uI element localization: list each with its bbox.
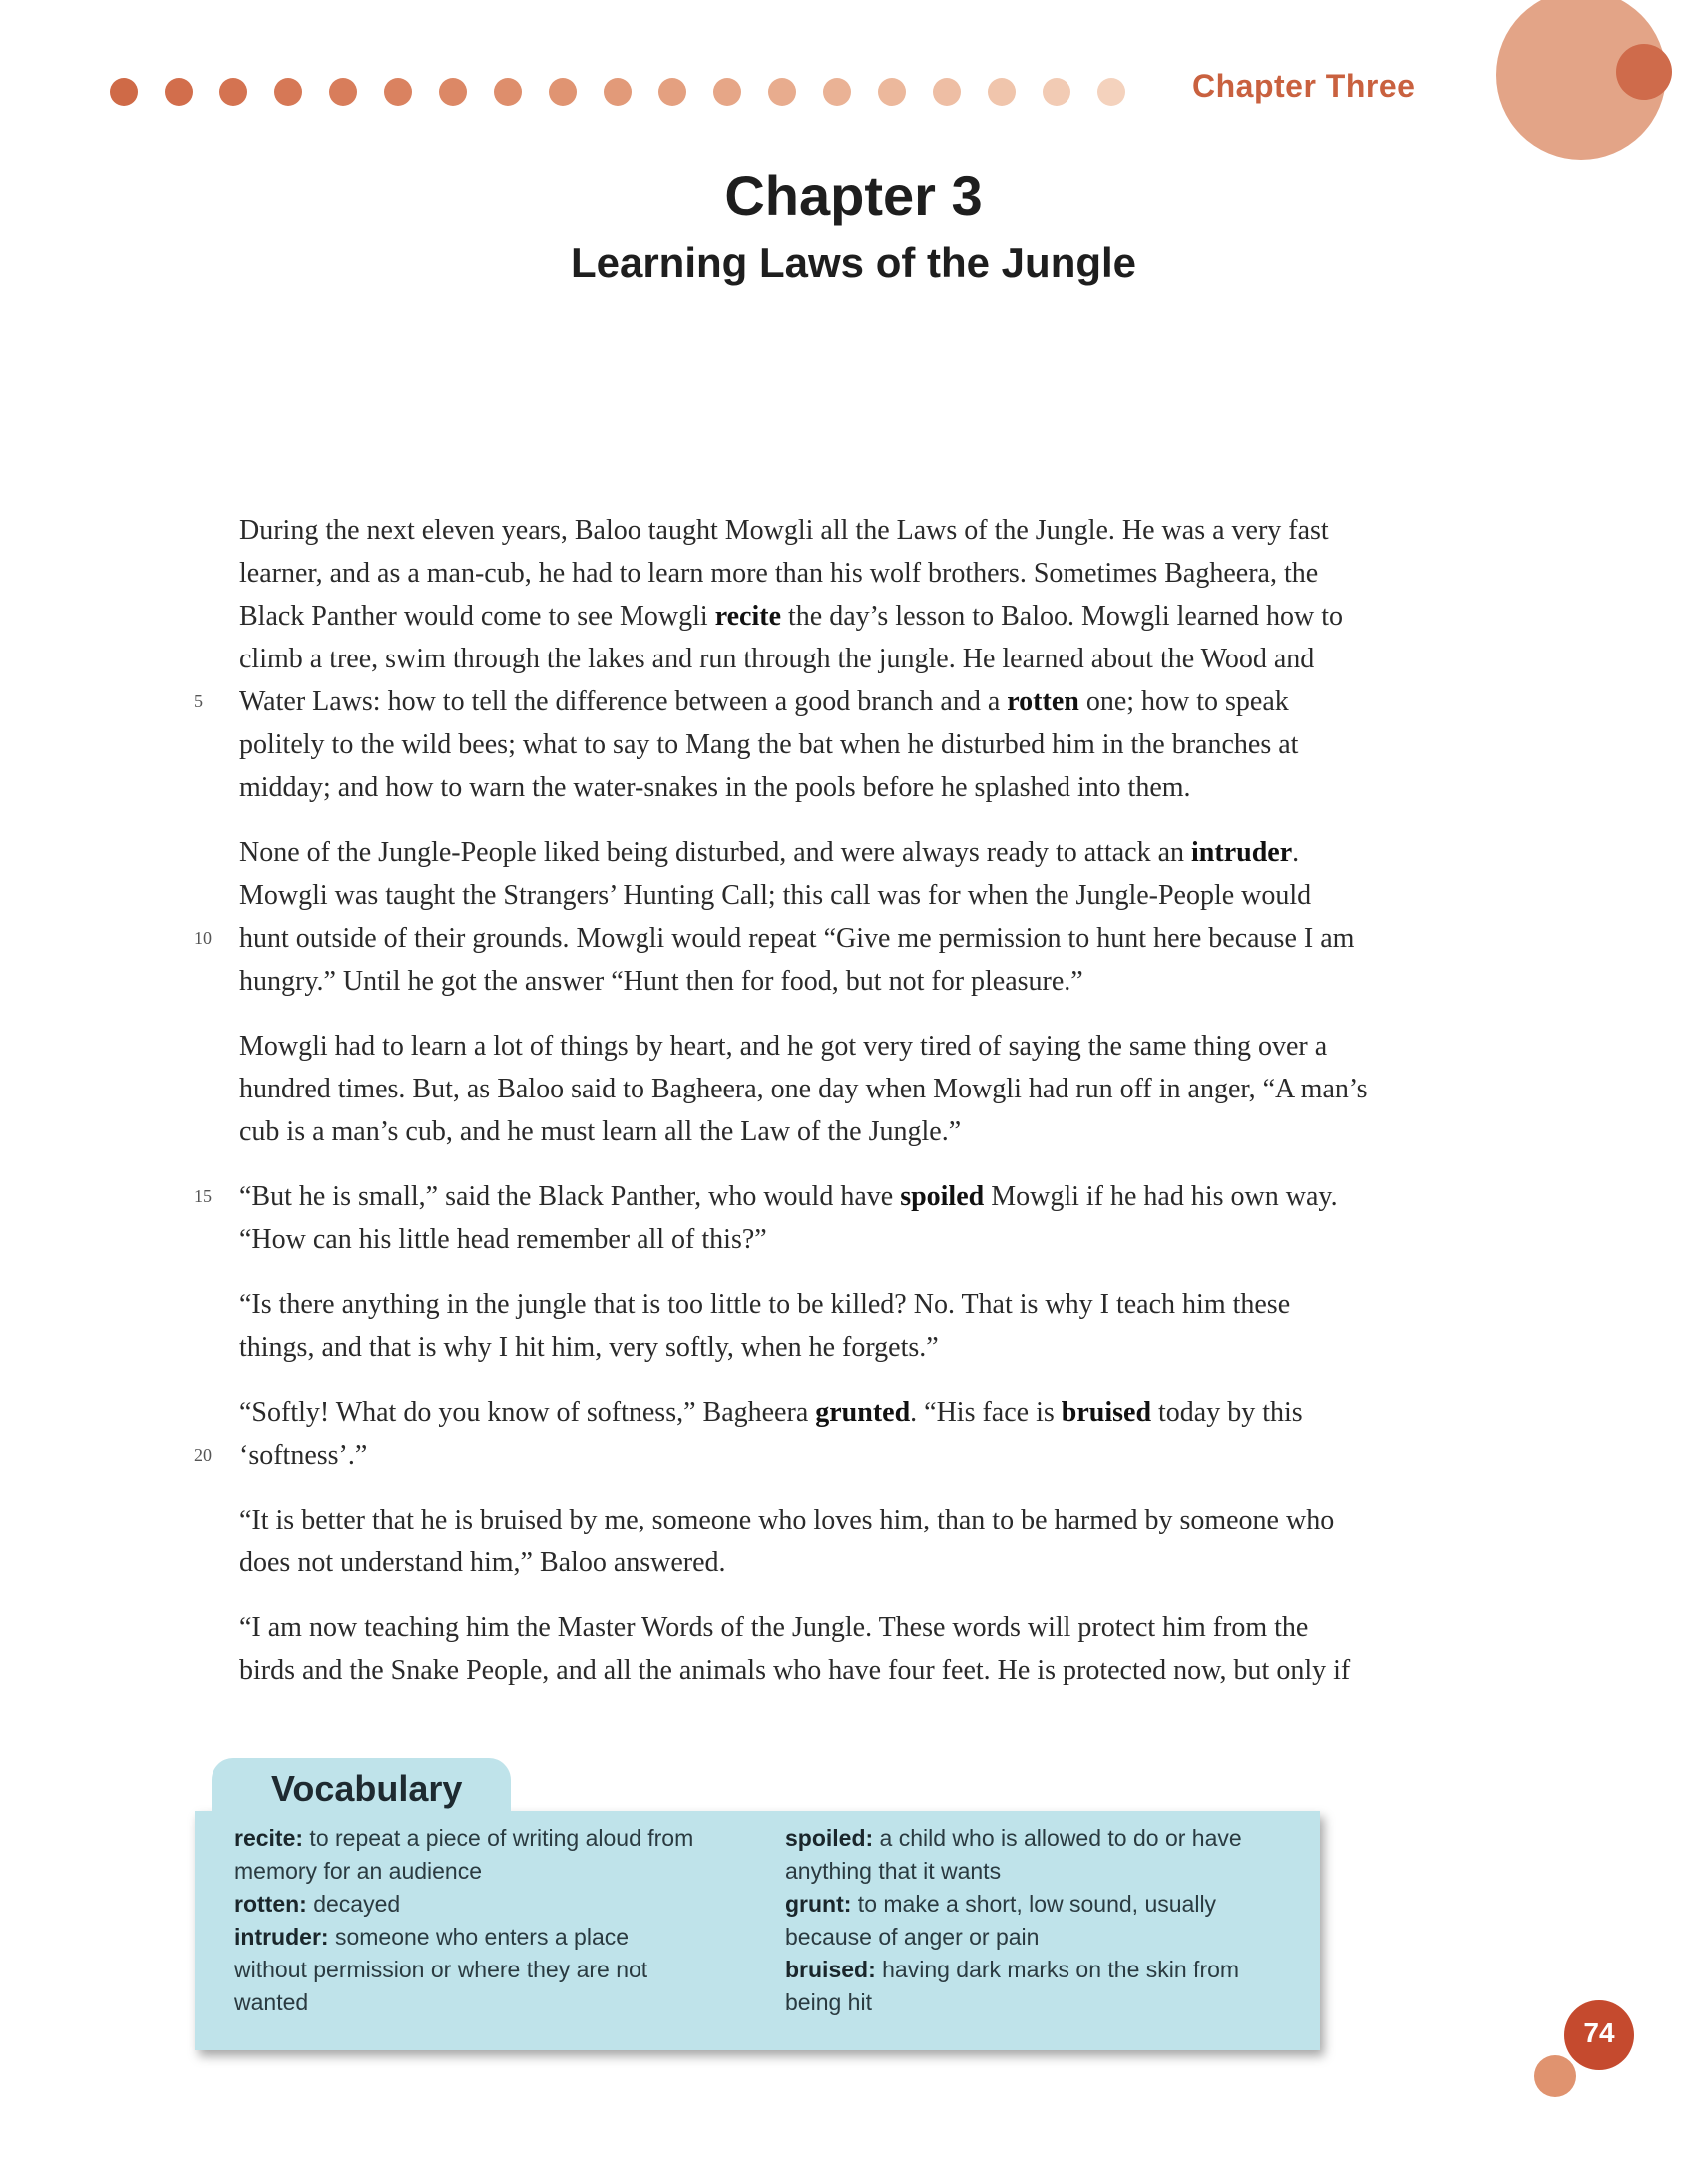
header-dot (658, 78, 686, 106)
header-dot (439, 78, 467, 106)
paragraph-2 (194, 831, 1506, 1003)
header-dot (878, 78, 906, 106)
text-line (239, 1391, 1506, 1434)
text-run: Black Panther would come to see Mowgli (239, 601, 715, 632)
vocab-definition: anything that it wants (785, 1858, 1002, 1884)
vocab-definition: to repeat a piece of writing aloud from (303, 1825, 694, 1851)
line-number: 15 (194, 1186, 212, 1206)
header-dot (823, 78, 851, 106)
chapter-title: Chapter 3 (724, 164, 983, 226)
text-run: . “His face is (910, 1397, 1062, 1428)
header-dot (713, 78, 741, 106)
vocab-word-recite: recite (714, 601, 781, 632)
header-dot (549, 78, 577, 106)
vocab-term: intruder: (234, 1924, 329, 1950)
line-number: 5 (194, 691, 203, 711)
text-line: hungry.” Until he got the answer “Hunt then for food, but not for pleasure.” (239, 966, 1083, 997)
text-run: one; how to speak (1078, 686, 1289, 717)
text-line (194, 917, 1506, 960)
vocabulary-column-left (234, 1822, 753, 2019)
vocab-definition: having dark marks on the skin from (875, 1957, 1240, 1982)
vocab-word-intruder: intruder (1191, 837, 1293, 868)
vocab-entry-intruder (234, 1921, 753, 1954)
vocab-term: bruised: (785, 1957, 876, 1982)
paragraph-4 (194, 1175, 1506, 1261)
vocab-term: recite: (234, 1825, 304, 1851)
vocab-entry-spoiled (785, 1822, 1304, 1855)
text-line: “Is there anything in the jungle that is too little to be killed? No. That is why I teach him these (239, 1289, 1291, 1320)
text-run: the day’s lesson to Baloo. Mowgli learned how to (781, 601, 1344, 632)
header-dots (110, 78, 1117, 106)
text-run: “But he is small,” said the Black Panther, who would have (239, 1181, 901, 1212)
text-line: politely to the wild bees; what to say to Mang the bat when he disturbed him in the branches at (239, 729, 1299, 760)
text-line: learner, and as a man-cub, he had to learn more than his wolf brothers. Sometimes Bagheera, the (239, 558, 1319, 589)
header-dot (1043, 78, 1070, 106)
header-dot (274, 78, 302, 106)
paragraph-1 (194, 509, 1506, 809)
text-line (194, 1434, 1506, 1477)
text-run: Mowgli if he had his own way. (984, 1181, 1338, 1212)
paragraph-6 (194, 1391, 1506, 1477)
text-line (239, 595, 1506, 638)
text-line: During the next eleven years, Baloo taught Mowgli all the Laws of the Jungle. He was a very fast (239, 515, 1329, 546)
decorative-circle-small (1616, 44, 1672, 100)
text-line: Mowgli was taught the Strangers’ Hunting Call; this call was for when the Jungle-People would (239, 880, 1312, 911)
header-dot (384, 78, 412, 106)
text-run: Water Laws: how to tell the difference between a good branch and a (239, 686, 1008, 717)
vocab-word-rotten: rotten (1007, 686, 1079, 717)
page-number: 74 (1583, 2017, 1615, 2048)
vocab-definition: without permission or where they are not (234, 1957, 648, 1982)
text-line: does not understand him,” Baloo answered. (239, 1547, 726, 1578)
vocab-definition: to make a short, low sound, usually (851, 1891, 1217, 1917)
text-line (239, 831, 1506, 874)
header-dot (110, 78, 138, 106)
line-number: 10 (194, 928, 212, 948)
text-line: things, and that is why I hit him, very softly, when he forgets.” (239, 1332, 939, 1363)
text-line (194, 1175, 1506, 1218)
vocab-term: spoiled: (785, 1825, 874, 1851)
header-dot (219, 78, 247, 106)
vocabulary-heading: Vocabulary (271, 1768, 463, 1809)
line-number: 20 (194, 1445, 212, 1465)
text-line: hundred times. But, as Baloo said to Bagheera, one day when Mowgli had run off in anger, “A man’s (239, 1074, 1368, 1104)
vocab-entry-grunt (785, 1888, 1304, 1921)
paragraph-5 (239, 1283, 1506, 1369)
text-line: “How can his little head remember all of this?” (239, 1224, 767, 1255)
text-line: birds and the Snake People, and all the animals who have four feet. He is protected now, but only if (239, 1655, 1351, 1686)
vocab-definition: someone who enters a place (328, 1924, 630, 1950)
text-line: Mowgli had to learn a lot of things by heart, and he got very tired of saying the same thing over a (239, 1031, 1328, 1062)
header-dot (768, 78, 796, 106)
header-dot (988, 78, 1016, 106)
vocab-word-grunted: grunted (815, 1397, 911, 1428)
header-dot (329, 78, 357, 106)
vocab-definition: decayed (306, 1891, 401, 1917)
vocab-entry-bruised (785, 1954, 1304, 1986)
header-dot (494, 78, 522, 106)
vocab-definition: a child who is allowed to do or have (873, 1825, 1242, 1851)
header-dot (933, 78, 961, 106)
vocab-entry-rotten (234, 1888, 753, 1921)
vocab-word-bruised: bruised (1061, 1397, 1152, 1428)
chapter-body (194, 509, 1506, 1714)
vocab-term: grunt: (785, 1891, 852, 1917)
text-line: midday; and how to warn the water-snakes in the pools before he splashed into them. (239, 772, 1191, 803)
vocab-entry-recite (234, 1822, 753, 1855)
header-dot (1097, 78, 1125, 106)
text-line: “It is better that he is bruised by me, someone who loves him, than to be harmed by someone who (239, 1505, 1335, 1535)
text-line: climb a tree, swim through the lakes and run through the jungle. He learned about the Wood and (239, 644, 1315, 674)
text-line (194, 680, 1506, 723)
vocab-definition: memory for an audience (234, 1858, 483, 1884)
text-run: hunt outside of their grounds. Mowgli would repeat “Give me permission to hunt here because I am (239, 923, 1355, 954)
paragraph-3 (239, 1025, 1506, 1153)
vocab-definition: because of anger or pain (785, 1924, 1040, 1950)
chapter-subtitle: Learning Laws of the Jungle (570, 239, 1137, 286)
paragraph-7 (239, 1499, 1506, 1584)
vocab-definition: wanted (234, 1989, 309, 2015)
text-line: cub is a man’s cub, and he must learn all the Law of the Jungle.” (239, 1116, 962, 1147)
text-run: today by this (1151, 1397, 1303, 1428)
text-run: None of the Jungle-People liked being disturbed, and were always ready to attack an (239, 837, 1192, 868)
header-dot (165, 78, 193, 106)
paragraph-8 (239, 1606, 1506, 1692)
text-line: “I am now teaching him the Master Words of the Jungle. These words will protect him from the (239, 1612, 1309, 1643)
vocab-definition: being hit (785, 1989, 872, 2015)
vocab-word-spoiled: spoiled (900, 1181, 985, 1212)
decorative-page-dot (1534, 2055, 1576, 2097)
running-header-chapter: Chapter Three (1192, 68, 1416, 104)
text-run: “Softly! What do you know of softness,” Bagheera (239, 1397, 816, 1428)
vocab-term: rotten: (234, 1891, 307, 1917)
header-dot (604, 78, 632, 106)
text-run: ‘softness’.” (239, 1440, 368, 1471)
text-run: . (1292, 837, 1300, 868)
vocabulary-column-right (785, 1822, 1304, 2019)
